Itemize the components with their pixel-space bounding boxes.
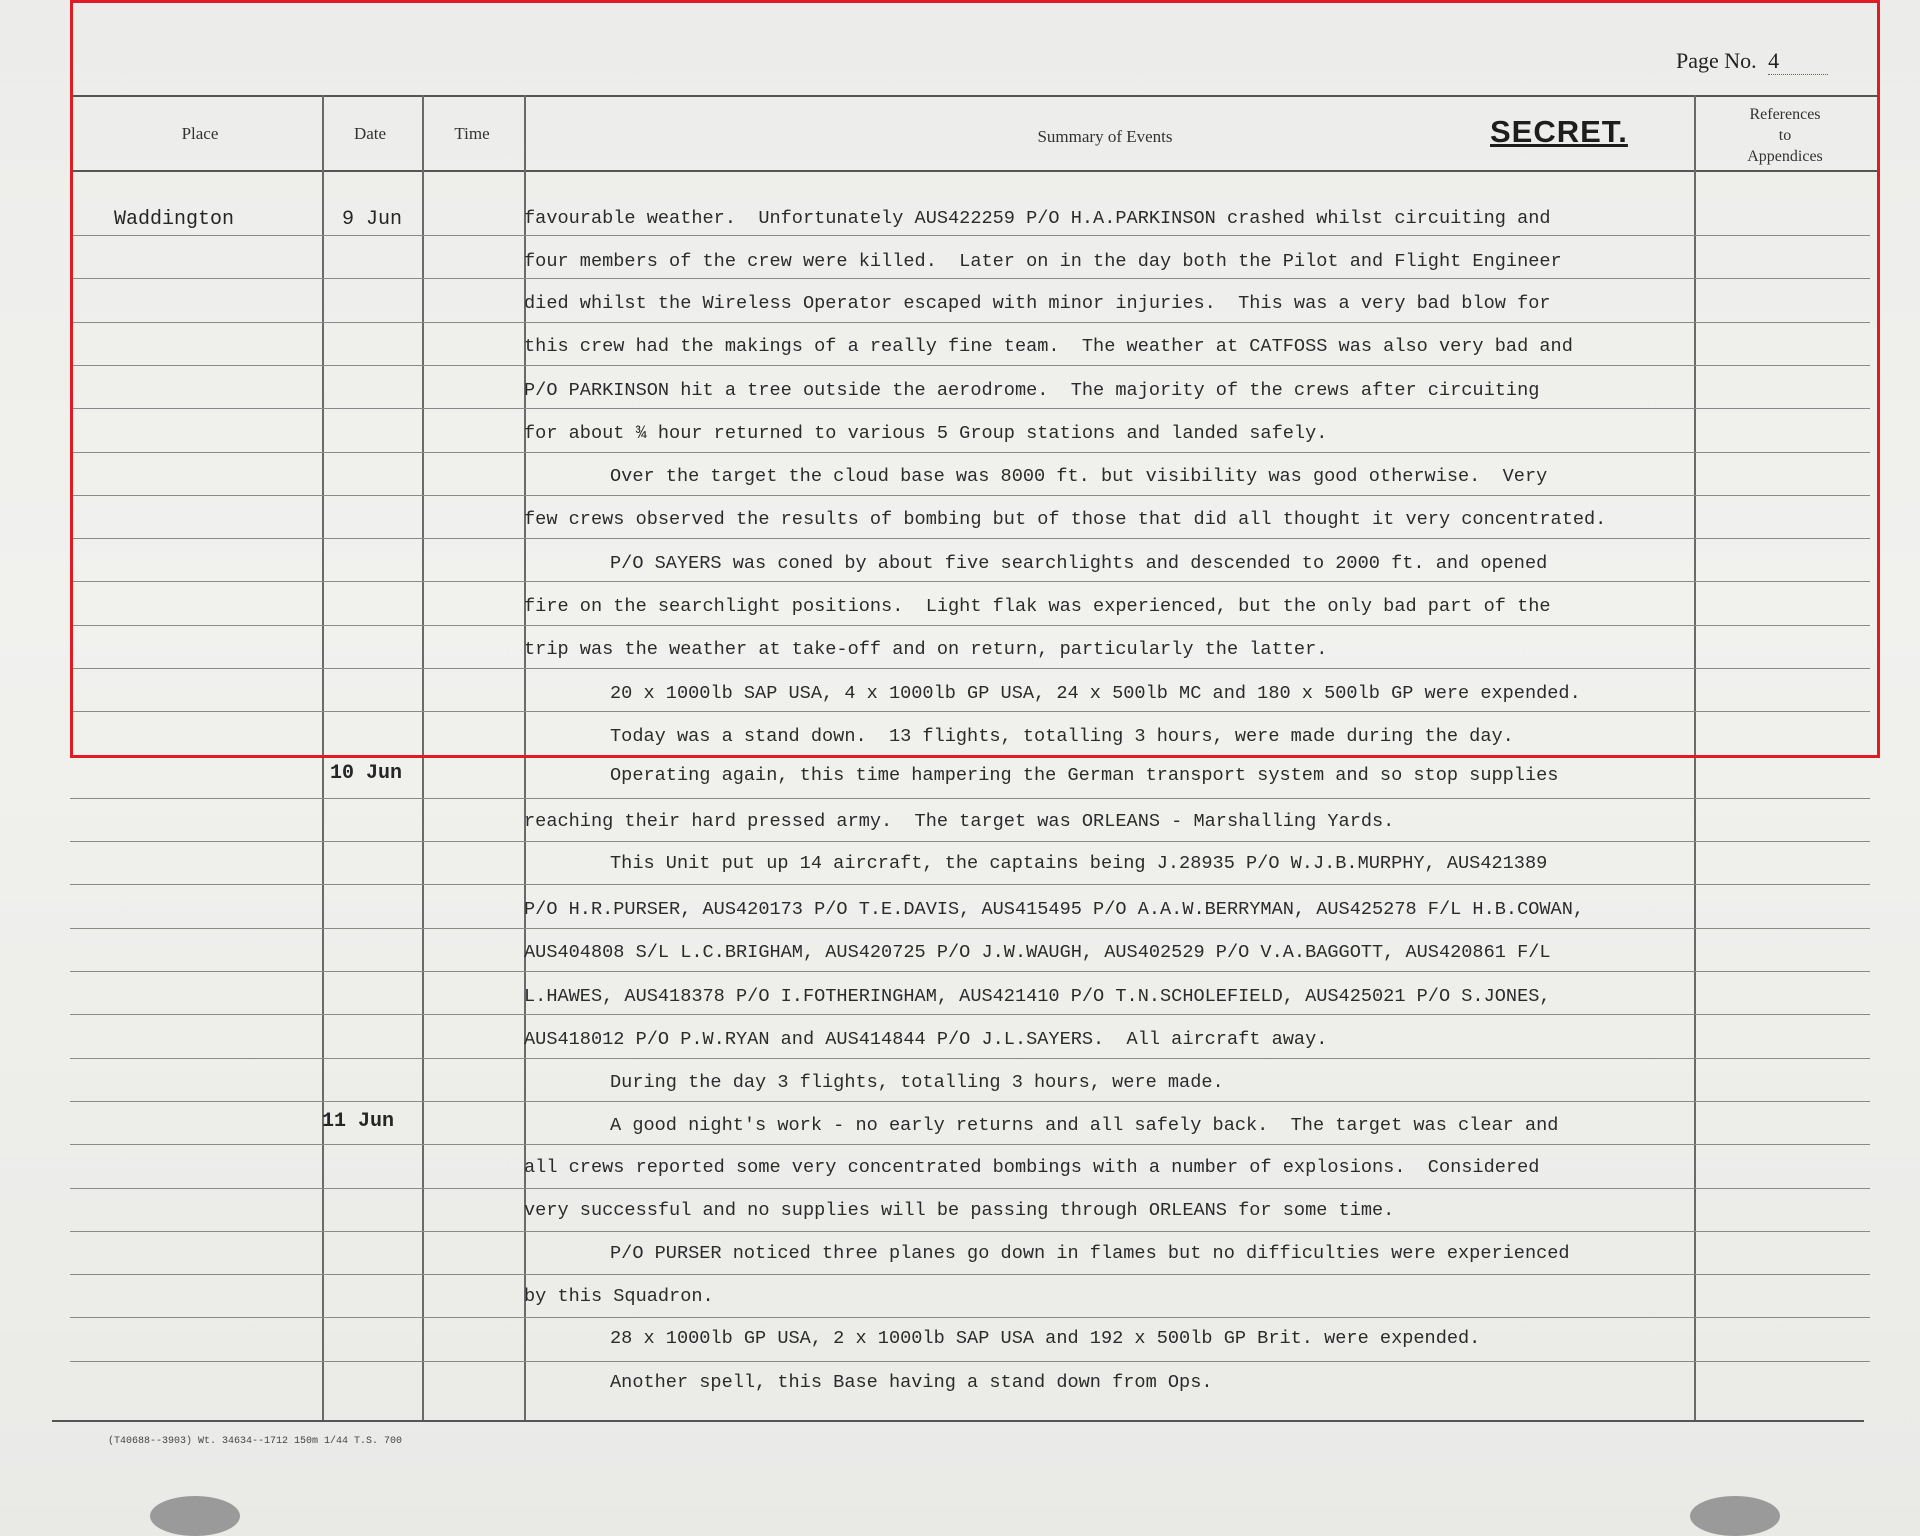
date-cell-9-jun: 9 Jun <box>342 208 403 231</box>
summary-line: P/O SAYERS was coned by about five searchlights and descended to 2000 ft. and opened <box>610 553 1548 574</box>
summary-line: 20 x 1000lb SAP USA, 4 x 1000lb GP USA, 24 x 500lb MC and 180 x 500lb GP were expended. <box>610 683 1581 704</box>
summary-line: favourable weather. Unfortunately AUS422259 P/O H.A.PARKINSON crashed whilst circuiting and <box>524 208 1551 229</box>
summary-line: all crews reported some very concentrated bombings with a number of explosions. Considered <box>524 1157 1540 1178</box>
ruled-line <box>70 1101 1870 1102</box>
summary-line: for about ¾ hour returned to various 5 Group stations and landed safely. <box>524 423 1328 444</box>
summary-line: very successful and no supplies will be passing through ORLEANS for some time. <box>524 1200 1395 1221</box>
summary-line: P/O PURSER noticed three planes go down in flames but no difficulties were experienced <box>610 1243 1570 1264</box>
summary-line: L.HAWES, AUS418378 P/O I.FOTHERINGHAM, AUS421410 P/O T.N.SCHOLEFIELD, AUS425021 P/O S.JONES, <box>524 986 1551 1007</box>
ruled-line <box>70 1188 1870 1189</box>
summary-line: 28 x 1000lb GP USA, 2 x 1000lb SAP USA and 192 x 500lb GP Brit. were expended. <box>610 1328 1481 1349</box>
summary-line: AUS404808 S/L L.C.BRIGHAM, AUS420725 P/O J.W.WAUGH, AUS402529 P/O V.A.BAGGOTT, AUS420861 F/L <box>524 942 1551 963</box>
header-references-2: to <box>1778 127 1792 144</box>
summary-line: P/O PARKINSON hit a tree outside the aerodrome. The majority of the crews after circuiting <box>524 380 1540 401</box>
summary-line: reaching their hard pressed army. The target was ORLEANS - Marshalling Yards. <box>524 811 1395 832</box>
date-cell-11-jun: 11 Jun <box>322 1110 395 1133</box>
ruled-line <box>70 1231 1870 1232</box>
ruled-line <box>70 1274 1870 1275</box>
hole-punch-mark <box>1690 1496 1780 1536</box>
summary-line: this crew had the makings of a really fine team. The weather at CATFOSS was also very bad and <box>524 336 1573 357</box>
ruled-line <box>70 841 1870 842</box>
ruled-line <box>70 1317 1870 1318</box>
ruled-line <box>70 971 1870 972</box>
date-cell-10-jun: 10 Jun <box>330 762 403 785</box>
secret-stamp: SECRET. <box>1490 114 1628 149</box>
ruled-line <box>70 1361 1870 1362</box>
summary-line: trip was the weather at take-off and on return, particularly the latter. <box>524 639 1328 660</box>
highlight-box <box>70 0 1880 758</box>
summary-line: A good night's work - no early returns and all safely back. The target was clear and <box>610 1115 1559 1136</box>
ruled-line <box>70 884 1870 885</box>
form-print-code: (T40688--3903) Wt. 34634--1712 150m 1/44 T.S. 700 <box>108 1436 403 1447</box>
ruled-line <box>70 1058 1870 1059</box>
page-number-value: 4 <box>1768 48 1828 75</box>
header-date: Date <box>353 124 387 143</box>
header-place: Place <box>181 124 219 143</box>
summary-line: few crews observed the results of bombing but of those that did all thought it very concentrated. <box>524 509 1607 530</box>
ruled-line <box>70 1014 1870 1015</box>
header-references-3: Appendices <box>1747 148 1823 165</box>
summary-line: Operating again, this time hampering the German transport system and so stop supplies <box>610 765 1559 786</box>
summary-line: This Unit put up 14 aircraft, the captains being J.28935 P/O W.J.B.MURPHY, AUS421389 <box>610 853 1548 874</box>
summary-line: Over the target the cloud base was 8000 ft. but visibility was good otherwise. Very <box>610 466 1548 487</box>
ruled-line <box>70 1144 1870 1145</box>
summary-line: During the day 3 flights, totalling 3 hours, were made. <box>610 1072 1224 1093</box>
table-bottom-border <box>52 1420 1864 1422</box>
summary-line: died whilst the Wireless Operator escaped with minor injuries. This was a very bad blow for <box>524 293 1551 314</box>
place-cell: Waddington <box>114 208 235 231</box>
summary-line: fire on the searchlight positions. Light flak was experienced, but the only bad part of the <box>524 596 1551 617</box>
ruled-line <box>70 928 1870 929</box>
page-number-label: Page No. <box>1676 48 1757 73</box>
summary-line: Today was a stand down. 13 flights, totalling 3 hours, were made during the day. <box>610 726 1514 747</box>
summary-line: AUS418012 P/O P.W.RYAN and AUS414844 P/O J.L.SAYERS. All aircraft away. <box>524 1029 1328 1050</box>
summary-line: four members of the crew were killed. Later on in the day both the Pilot and Flight Engineer <box>524 251 1562 272</box>
header-summary: Summary of Events <box>1037 127 1173 146</box>
ruled-line <box>70 798 1870 799</box>
header-time: Time <box>454 124 490 143</box>
summary-line: P/O H.R.PURSER, AUS420173 P/O T.E.DAVIS, AUS415495 P/O A.A.W.BERRYMAN, AUS425278 F/L H.B.COWAN, <box>524 899 1585 920</box>
header-references-1: References <box>1749 106 1821 123</box>
hole-punch-mark <box>150 1496 240 1536</box>
summary-line: Another spell, this Base having a stand down from Ops. <box>610 1372 1213 1393</box>
summary-line: by this Squadron. <box>524 1286 714 1307</box>
